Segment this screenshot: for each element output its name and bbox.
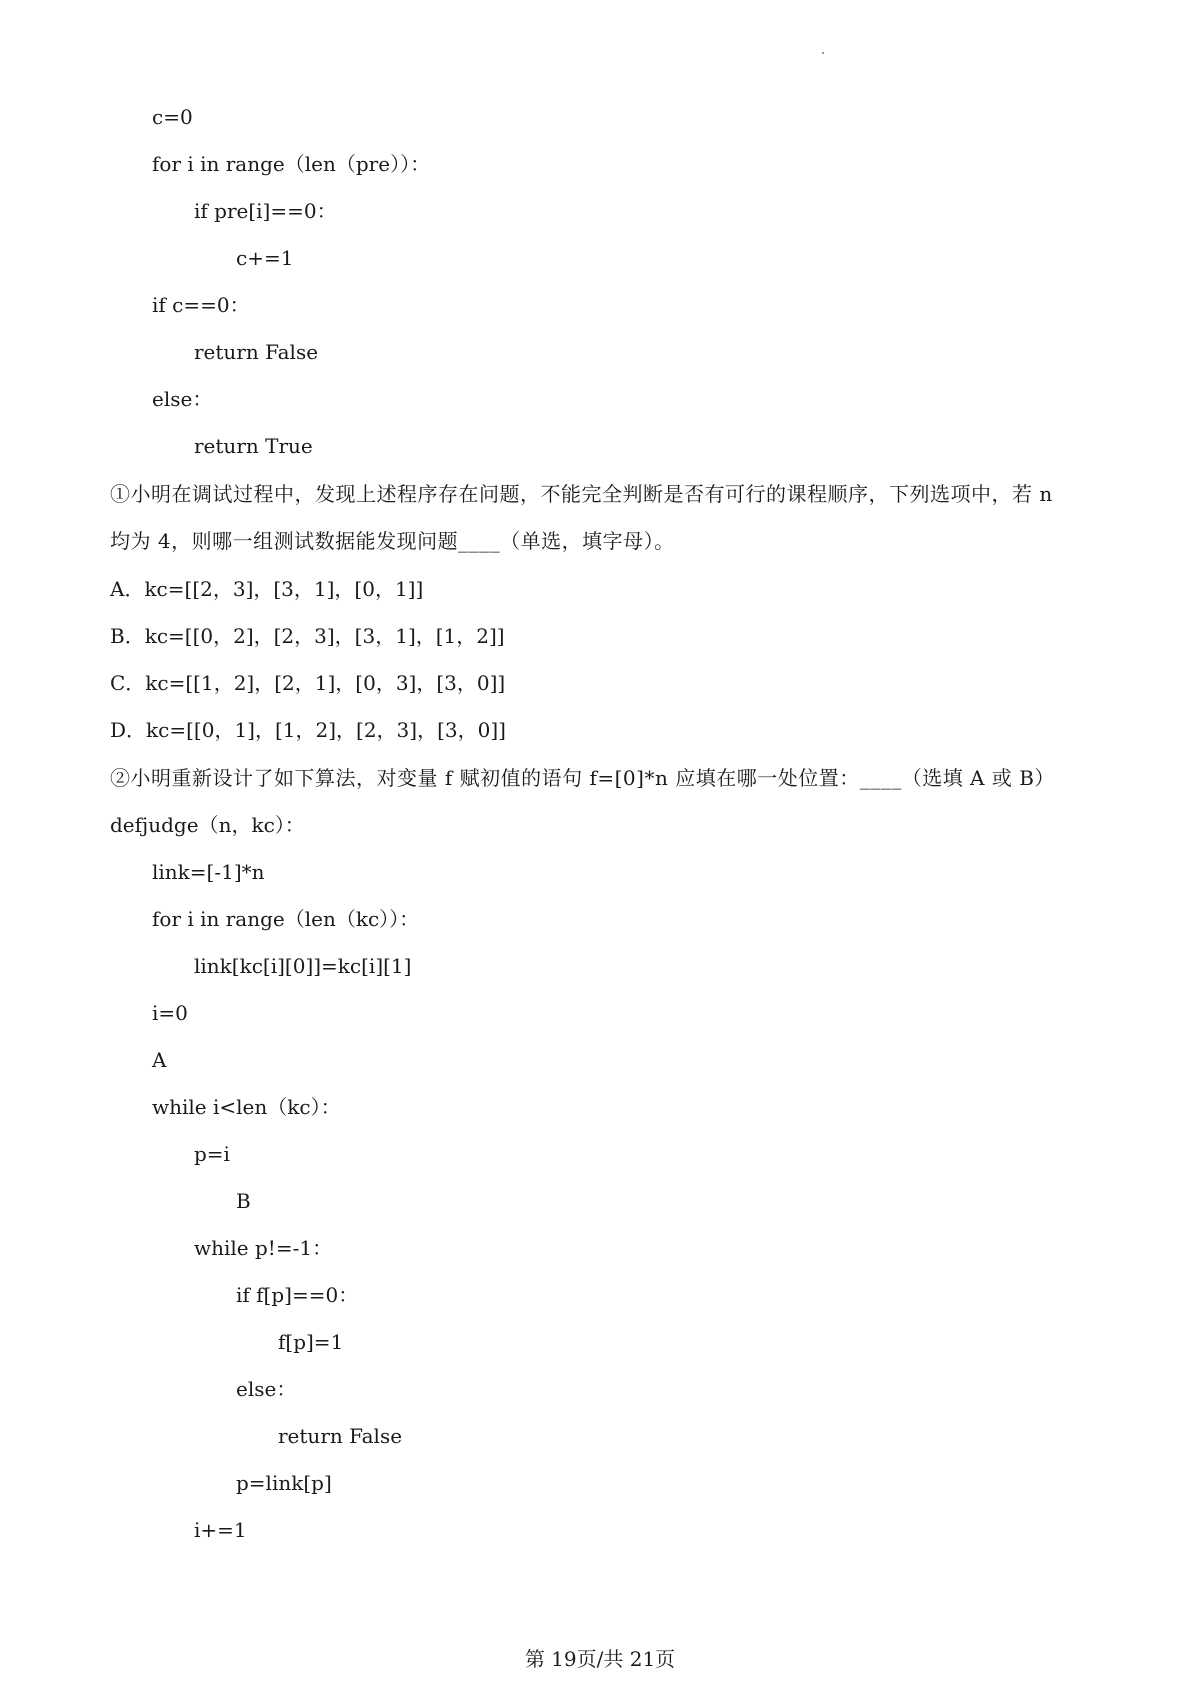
code-line: defjudge（n，kc）： — [110, 813, 305, 837]
code-line: return False — [194, 340, 319, 364]
code-line: p=link[p] — [236, 1471, 332, 1495]
code-line: c+=1 — [236, 246, 294, 270]
option-c: C．kc=[[1，2]，[2，1]，[0，3]，[3，0]] — [110, 671, 506, 695]
code-line: for i in range（len（pre））： — [152, 152, 431, 176]
code-line: for i in range（len（kc））： — [152, 907, 420, 931]
code-line: p=i — [194, 1142, 230, 1166]
code-line: return True — [194, 434, 313, 458]
code-line: return False — [278, 1424, 403, 1448]
code-line: if pre[i]==0： — [194, 199, 337, 223]
code-line: if f[p]==0： — [236, 1283, 359, 1307]
option-d: D．kc=[[0，1]，[1，2]，[2，3]，[3，0]] — [110, 718, 506, 742]
question-2-text: ②小明重新设计了如下算法，对变量 f 赋初值的语句 f=[0]*n 应填在哪一处位置：____（选填 A 或 B） — [110, 766, 1055, 790]
code-line: while p!=-1： — [194, 1236, 333, 1260]
code-line: f[p]=1 — [278, 1330, 344, 1354]
code-line: else： — [236, 1377, 297, 1401]
code-line: A — [152, 1048, 167, 1072]
code-line: i=0 — [152, 1001, 188, 1025]
code-line: while i<len（kc）： — [152, 1095, 341, 1119]
code-line: i+=1 — [194, 1518, 247, 1542]
code-line: B — [236, 1189, 251, 1213]
code-line: c=0 — [152, 105, 193, 129]
question-1-text-line-2: 均为 4，则哪一组测试数据能发现问题____（单选，填字母）。 — [110, 529, 675, 553]
code-line: link[kc[i][0]]=kc[i][1] — [194, 954, 412, 978]
code-line: link=[-1]*n — [152, 860, 265, 884]
page-footer: 第 19页/共 21页 — [524, 1647, 676, 1671]
code-line: else： — [152, 387, 213, 411]
code-line: if c==0： — [152, 293, 250, 317]
option-a: A．kc=[[2，3]，[3，1]，[0，1]] — [110, 577, 424, 601]
option-b: B．kc=[[0，2]，[2，3]，[3，1]，[1，2]] — [110, 624, 505, 648]
scan-speck — [822, 52, 824, 54]
question-1-text-line-1: ①小明在调试过程中，发现上述程序存在问题，不能完全判断是否有可行的课程顺序，下列选项中，若 n — [110, 482, 1053, 506]
